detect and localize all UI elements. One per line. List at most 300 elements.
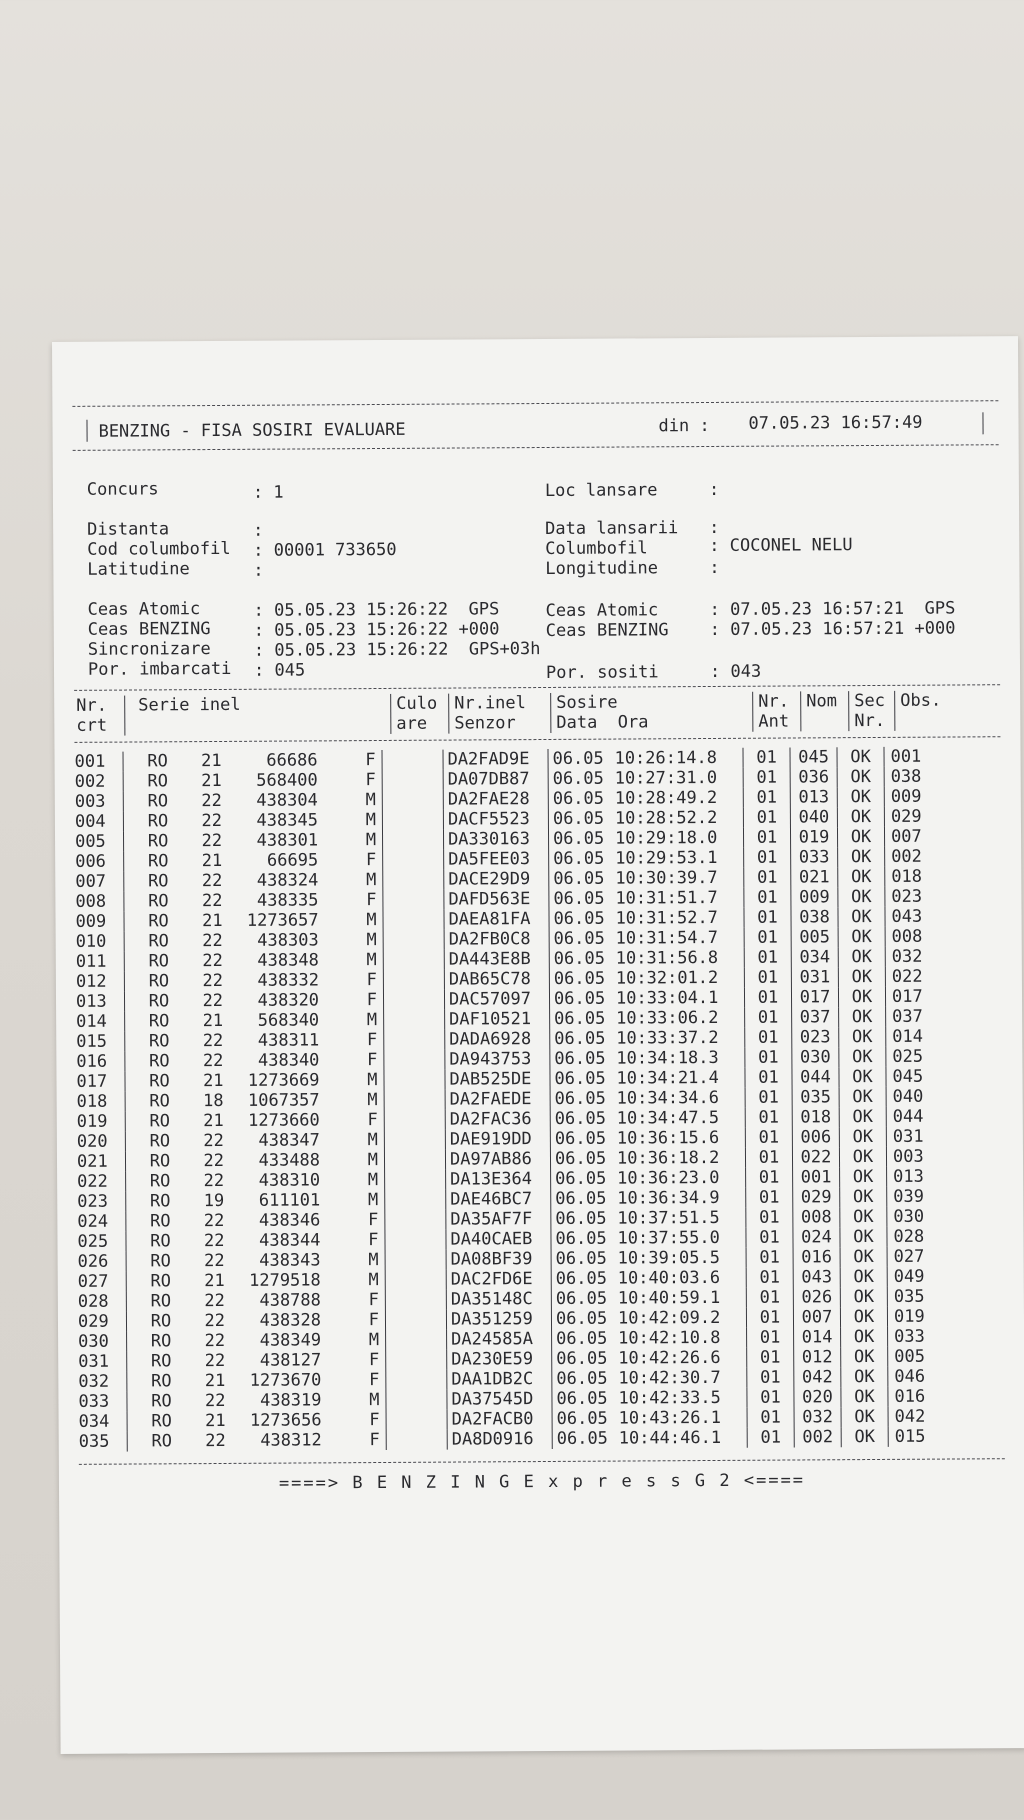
cell-date: 06.05: [554, 1088, 606, 1109]
cell-ant: 01: [758, 1147, 780, 1168]
cell-sec: OK: [852, 1186, 874, 1208]
cell-date: 06.05: [553, 848, 605, 869]
cell-time: 10:33:37.2: [616, 1027, 719, 1049]
cell-ant: 01: [757, 927, 778, 948]
cell-ro: RO: [151, 1391, 172, 1412]
cell-senzor: DAE46BC7: [450, 1189, 533, 1210]
cell-sec: OK: [854, 1406, 875, 1428]
cell-ring: 438311: [257, 1030, 320, 1051]
cell-ant: 01: [760, 1387, 781, 1408]
cell-nom: 006: [800, 1127, 832, 1148]
cell-yr: 22: [202, 990, 224, 1012]
cell-sex: M: [369, 1390, 380, 1411]
cell-nr: 019: [76, 1111, 108, 1132]
cell-sec: OK: [853, 1286, 875, 1308]
cell-culoare: [386, 1390, 447, 1410]
cell-sex: M: [367, 1190, 379, 1211]
cell-senzor: DA40CAEB: [450, 1229, 533, 1250]
cell-date: 06.05: [555, 1268, 607, 1289]
col-sosire-line1: Sosire: [556, 692, 618, 713]
cell-ring: 438320: [257, 990, 320, 1011]
loc-lansare-label: Loc lansare: [544, 480, 658, 501]
cell-senzor: DA35148C: [450, 1289, 533, 1310]
cell-sec: OK: [850, 867, 872, 888]
cell-ring: 1273660: [248, 1110, 320, 1131]
cell-senzor: DAB525DE: [449, 1069, 532, 1090]
cod-columbofil-value: : 00001 733650: [253, 539, 397, 561]
cell-sex: M: [368, 1330, 380, 1351]
cell-obs: 040: [892, 1086, 924, 1107]
cell-time: 10:28:52.2: [614, 807, 718, 829]
cell-ring: 438310: [258, 1170, 321, 1191]
cell-ant: 01: [758, 1087, 779, 1108]
cell-yr: 22: [202, 1030, 224, 1052]
cell-obs: 008: [891, 926, 923, 947]
hdr-sep-6: [800, 691, 801, 731]
cell-sec: OK: [853, 1206, 874, 1228]
data-lansarii-value: :: [709, 517, 720, 538]
cell-sec: OK: [852, 1087, 873, 1108]
cell-ant: 01: [759, 1287, 781, 1308]
cell-culoare: [383, 910, 444, 930]
cell-ro: RO: [148, 931, 169, 952]
cell-time: 10:42:09.2: [617, 1307, 721, 1329]
cell-time: 10:37:51.5: [617, 1207, 720, 1229]
ceas-atomic-end-label: Ceas Atomic: [545, 600, 659, 621]
cell-time: 10:34:18.3: [616, 1047, 719, 1069]
cell-yr: 22: [204, 1350, 226, 1372]
cell-nr: 026: [77, 1251, 109, 1272]
cell-sec: OK: [853, 1226, 874, 1248]
cell-sec: OK: [850, 807, 872, 828]
cell-date: 06.05: [556, 1428, 608, 1449]
cell-date: 06.05: [554, 1108, 607, 1129]
cell-ant: 01: [756, 847, 778, 868]
cell-nom: 001: [800, 1167, 832, 1188]
cell-time: 10:31:52.7: [615, 907, 718, 929]
cell-date: 06.05: [553, 928, 605, 949]
cell-yr: 22: [201, 870, 223, 892]
sincronizare-label: Sincronizare: [87, 639, 211, 660]
col-nr-crt-line2: crt: [76, 715, 108, 736]
cell-obs: 032: [891, 946, 923, 967]
cell-sex: F: [368, 1310, 380, 1331]
cell-sex: F: [369, 1410, 380, 1431]
cell-ant: 01: [758, 1187, 780, 1208]
cell-sex: F: [369, 1370, 380, 1391]
cell-ro: RO: [149, 1091, 170, 1112]
cell-culoare: [387, 1410, 448, 1430]
hdr-sep-5: [752, 692, 753, 732]
cell-sec: OK: [851, 927, 872, 948]
cell-sec: OK: [850, 747, 871, 768]
cell-senzor: DA8D0916: [451, 1429, 534, 1450]
cell-sec: OK: [852, 1126, 874, 1148]
cell-ant: 01: [758, 1127, 780, 1148]
cell-sec: OK: [852, 1146, 874, 1168]
cell-culoare: [383, 790, 444, 810]
cell-time: 10:34:34.6: [616, 1087, 720, 1109]
cell-senzor: DADA6928: [449, 1029, 532, 1050]
cell-culoare: [385, 1170, 446, 1190]
cell-nr: 022: [77, 1171, 108, 1192]
cell-yr: 21: [203, 1110, 224, 1132]
report-date-label: din :: [658, 415, 710, 437]
cell-time: 10:28:49.2: [614, 787, 718, 809]
cell-ro: RO: [148, 891, 169, 912]
cell-nom: 002: [802, 1427, 834, 1448]
cell-nr: 012: [75, 971, 107, 992]
cell-nom: 024: [801, 1227, 832, 1248]
cell-senzor: DAA1DB2C: [451, 1369, 534, 1390]
cell-date: 06.05: [552, 748, 604, 769]
cell-sex: M: [368, 1250, 379, 1271]
cell-culoare: [384, 930, 445, 950]
cell-obs: 016: [894, 1386, 926, 1407]
cell-time: 10:26:14.8: [614, 747, 717, 769]
cell-culoare: [386, 1250, 447, 1270]
cell-ant: 01: [757, 987, 779, 1008]
cell-nom: 022: [800, 1147, 832, 1168]
cell-time: 10:42:26.6: [618, 1347, 721, 1369]
header-right-bar: [982, 412, 983, 434]
cell-nr: 027: [77, 1271, 109, 1292]
cell-senzor: DACF5523: [447, 809, 530, 830]
cell-culoare: [383, 830, 444, 850]
cell-time: 10:31:56.8: [615, 947, 719, 969]
cell-senzor: DAF10521: [449, 1009, 532, 1030]
cell-culoare: [386, 1370, 447, 1390]
cell-date: 06.05: [556, 1408, 608, 1429]
footer-banner: ====> B E N Z I N G E x p r e s s G 2 <====: [278, 1470, 806, 1494]
cell-sec: OK: [854, 1366, 875, 1388]
cell-ant: 01: [758, 1047, 779, 1068]
cell-nom: 036: [798, 767, 830, 788]
cell-ant: 01: [757, 1027, 779, 1048]
cell-nr: 016: [76, 1051, 108, 1072]
cell-yr: 21: [202, 1070, 224, 1092]
table-row: [79, 1427, 945, 1452]
cell-sex: F: [368, 1230, 379, 1251]
cell-sex: F: [366, 970, 377, 991]
cell-obs: 037: [892, 1006, 923, 1027]
cell-nom: 029: [800, 1187, 832, 1208]
cell-senzor: DAEA81FA: [448, 909, 531, 930]
concurs-label: Concurs: [86, 479, 159, 500]
cell-ant: 01: [758, 1167, 780, 1188]
cell-date: 06.05: [554, 1048, 606, 1069]
cell-senzor: DA2FAE28: [447, 789, 530, 810]
cell-ant: 01: [758, 1107, 780, 1128]
cell-nr: 023: [77, 1191, 109, 1212]
cell-sex: F: [365, 750, 376, 771]
cell-culoare: [384, 1050, 445, 1070]
cell-nom: 009: [798, 887, 830, 908]
cell-date: 06.05: [553, 868, 605, 889]
cell-ro: RO: [147, 771, 168, 792]
cell-obs: 019: [893, 1306, 925, 1327]
cell-sec: OK: [854, 1426, 875, 1448]
cell-ant: 01: [757, 947, 779, 968]
cell-date: 06.05: [555, 1188, 607, 1209]
cell-date: 06.05: [556, 1388, 608, 1409]
cell-ring: 611101: [258, 1190, 321, 1211]
sincronizare-value: : 05.05.23 15:26:22 GPS+03h: [253, 639, 541, 661]
cell-ro: RO: [151, 1411, 172, 1432]
por-sositi-value: : 043: [709, 661, 762, 682]
col-culoare-line2: are: [396, 713, 428, 734]
cell-yr: 22: [203, 1210, 225, 1232]
cell-nr: 030: [78, 1331, 109, 1352]
distanta-label: Distanta: [87, 519, 170, 540]
cell-sec: OK: [851, 967, 873, 988]
cell-culoare: [384, 950, 445, 970]
header-bottom-dashes: [73, 444, 999, 451]
cell-senzor: DACE29D9: [448, 869, 531, 890]
cell-yr: 22: [202, 970, 223, 992]
cell-ring: 66686: [266, 750, 318, 771]
col-obs: Obs.: [900, 690, 942, 711]
cell-date: 06.05: [554, 1028, 606, 1049]
distanta-value: :: [253, 520, 264, 541]
cell-nom: 018: [800, 1107, 832, 1128]
cell-obs: 017: [891, 986, 923, 1007]
ceas-atomic-start-value: : 05.05.23 15:26:22 GPS: [253, 599, 500, 621]
cell-obs: 001: [890, 746, 922, 767]
cell-ring: 438319: [259, 1390, 322, 1411]
cell-sex: M: [365, 810, 376, 831]
cell-ring: 568400: [256, 770, 318, 791]
cell-yr: 22: [203, 1130, 224, 1152]
cell-time: 10:31:54.7: [615, 927, 719, 949]
cell-obs: 023: [891, 886, 923, 907]
cell-nr: 002: [74, 771, 106, 792]
cell-senzor: DA97AB86: [449, 1149, 532, 1170]
cell-ro: RO: [150, 1211, 171, 1232]
cell-obs: 042: [894, 1406, 926, 1427]
cell-nom: 035: [800, 1087, 832, 1108]
header-left-bar: [86, 420, 87, 442]
col-nom: Nom: [806, 691, 837, 712]
cell-ring: 438347: [258, 1130, 320, 1151]
cell-ro: RO: [150, 1231, 171, 1252]
cell-obs: 002: [891, 846, 922, 867]
cell-obs: 031: [892, 1126, 924, 1147]
cell-sec: OK: [853, 1306, 875, 1328]
cell-sex: M: [368, 1270, 379, 1291]
cell-ring: 438349: [259, 1330, 322, 1351]
cell-time: 10:40:03.6: [617, 1267, 721, 1289]
cell-date: 06.05: [553, 948, 606, 969]
col-ant-line1: Nr.: [758, 691, 789, 712]
cell-sec: OK: [852, 1047, 873, 1068]
cell-culoare: [384, 1070, 445, 1090]
cell-ro: RO: [148, 951, 170, 972]
ceas-benzing-end-value: : 07.05.23 16:57:21 +000: [709, 618, 956, 640]
cell-ant: 01: [759, 1207, 780, 1228]
cell-sec: OK: [852, 1106, 874, 1128]
cell-sec: OK: [852, 1166, 874, 1188]
cell-time: 10:36:18.2: [616, 1147, 720, 1169]
cell-nom: 034: [799, 947, 831, 968]
cell-time: 10:29:18.0: [614, 827, 718, 849]
cell-sex: M: [366, 950, 377, 971]
cell-senzor: DAE919DD: [449, 1129, 532, 1150]
cell-sex: F: [366, 990, 378, 1011]
cell-yr: 22: [203, 1150, 225, 1172]
cell-senzor: DA943753: [449, 1049, 532, 1070]
cell-yr: 18: [203, 1090, 224, 1112]
cell-sex: M: [367, 1150, 379, 1171]
cell-culoare: [384, 1010, 445, 1030]
cell-culoare: [383, 770, 444, 790]
columns-top-dashes: [74, 684, 1000, 691]
cell-nr: 024: [77, 1211, 109, 1232]
longitudine-label: Longitudine: [545, 558, 659, 579]
cell-ro: RO: [150, 1331, 172, 1352]
cell-nom: 042: [801, 1367, 833, 1388]
cell-ant: 01: [759, 1347, 781, 1368]
cell-obs: 039: [893, 1186, 925, 1207]
cell-ro: RO: [148, 1031, 170, 1052]
cell-sec: OK: [850, 847, 872, 868]
cell-sex: M: [365, 790, 376, 811]
cell-time: 10:40:59.1: [617, 1287, 721, 1309]
cell-time: 10:32:01.2: [615, 967, 719, 989]
cell-obs: 046: [894, 1366, 926, 1387]
cell-yr: 22: [204, 1390, 226, 1412]
cell-senzor: DA35AF7F: [450, 1209, 533, 1230]
cell-sex: M: [366, 1010, 378, 1031]
cell-senzor: DA230E59: [451, 1349, 534, 1370]
col-culoare-line1: Culo: [396, 693, 438, 714]
cell-time: 10:42:10.8: [618, 1327, 721, 1349]
data-lansarii-label: Data lansarii: [545, 518, 679, 539]
cell-sex: F: [367, 1050, 378, 1071]
cell-yr: 22: [204, 1330, 226, 1352]
cell-sex: M: [367, 1130, 378, 1151]
cell-time: 10:31:51.7: [615, 887, 718, 909]
cell-date: 06.05: [552, 788, 605, 809]
cell-ant: 01: [756, 747, 777, 768]
cell-yr: 22: [203, 1170, 225, 1192]
cell-nr: 034: [78, 1411, 110, 1432]
cell-culoare: [384, 990, 445, 1010]
cell-nr: 017: [76, 1071, 108, 1092]
cell-senzor: DA37545D: [451, 1389, 534, 1410]
header-top-dashes: [72, 400, 998, 407]
cell-yr: 21: [201, 750, 222, 772]
cell-obs: 025: [892, 1046, 924, 1067]
cell-sex: F: [368, 1290, 379, 1311]
cell-ro: RO: [147, 871, 169, 892]
table-end-dashes: [79, 1458, 1005, 1465]
cell-ro: RO: [148, 971, 170, 992]
cell-yr: 22: [201, 790, 222, 812]
cell-sec: OK: [853, 1346, 875, 1368]
cell-sex: F: [368, 1210, 379, 1231]
cell-ring: 438328: [259, 1310, 322, 1331]
cell-ring: 438312: [260, 1430, 322, 1451]
cell-ro: RO: [149, 1171, 171, 1192]
cell-ant: 01: [760, 1427, 782, 1448]
cell-ro: RO: [149, 1071, 170, 1092]
cell-ro: RO: [147, 791, 169, 812]
cell-sec: OK: [851, 1027, 873, 1048]
cell-ring: 438344: [259, 1230, 321, 1251]
cell-yr: 22: [204, 1290, 225, 1312]
cell-obs: 018: [891, 866, 923, 887]
por-imbarcati-value: : 045: [253, 660, 306, 681]
cell-ring: 1273670: [249, 1370, 322, 1391]
cell-senzor: DA2FAD9E: [447, 749, 530, 770]
cell-nom: 005: [799, 927, 831, 948]
cell-nom: 014: [801, 1327, 833, 1348]
cell-senzor: DA08BF39: [450, 1249, 533, 1270]
cell-obs: 005: [894, 1346, 925, 1367]
cell-ring: 438345: [256, 810, 318, 831]
cell-sec: OK: [851, 947, 873, 968]
cell-ant: 01: [759, 1327, 781, 1348]
col-serie-inel: Serie inel: [138, 694, 241, 716]
cell-yr: 21: [201, 910, 223, 932]
cell-nom: 043: [801, 1267, 833, 1288]
cell-obs: 029: [890, 806, 922, 827]
ceas-benzing-start-value: : 05.05.23 15:26:22 +000: [253, 619, 500, 641]
cell-time: 10:30:39.7: [615, 867, 718, 889]
cell-culoare: [385, 1110, 446, 1130]
cell-date: 06.05: [554, 1068, 606, 1089]
col-sec-line2: Nr.: [854, 710, 886, 732]
cell-nom: 013: [798, 787, 830, 808]
cell-ant: 01: [759, 1307, 781, 1328]
cell-nr: 004: [74, 811, 106, 832]
cell-ro: RO: [151, 1371, 172, 1392]
cell-ant: 01: [759, 1227, 780, 1248]
cell-culoare: [386, 1290, 447, 1310]
cell-ant: 01: [756, 807, 778, 828]
col-ant-line2: Ant: [758, 711, 790, 732]
cell-sex: M: [367, 1070, 378, 1091]
cell-ant: 01: [760, 1407, 781, 1428]
cell-culoare: [383, 810, 444, 830]
cell-ro: RO: [149, 1131, 171, 1152]
cell-nr: 013: [75, 991, 107, 1012]
cell-sex: F: [368, 1350, 380, 1371]
cell-senzor: DA2FB0C8: [448, 929, 531, 950]
cell-ro: RO: [147, 751, 168, 772]
cell-nr: 018: [76, 1091, 108, 1112]
cell-time: 10:36:15.6: [616, 1127, 720, 1149]
cell-nom: 007: [801, 1307, 833, 1328]
columns-bottom-dashes: [74, 736, 1000, 743]
cell-nr: 014: [76, 1011, 107, 1032]
cell-culoare: [385, 1190, 446, 1210]
ceas-atomic-end-value: : 07.05.23 16:57:21 GPS: [709, 598, 956, 620]
cell-time: 10:37:55.0: [617, 1227, 720, 1249]
hdr-sep-1: [124, 696, 125, 736]
cell-ro: RO: [148, 911, 169, 932]
hdr-sep-8: [894, 691, 895, 731]
cell-time: 10:33:06.2: [616, 1007, 719, 1029]
cell-yr: 22: [202, 1050, 224, 1072]
cell-ring: 1273669: [247, 1070, 320, 1091]
cell-culoare: [386, 1270, 447, 1290]
cell-sec: OK: [850, 827, 872, 848]
cell-culoare: [385, 1130, 446, 1150]
hdr-sep-2: [390, 694, 391, 734]
col-senzor-line1: Nr.inel: [454, 693, 526, 714]
